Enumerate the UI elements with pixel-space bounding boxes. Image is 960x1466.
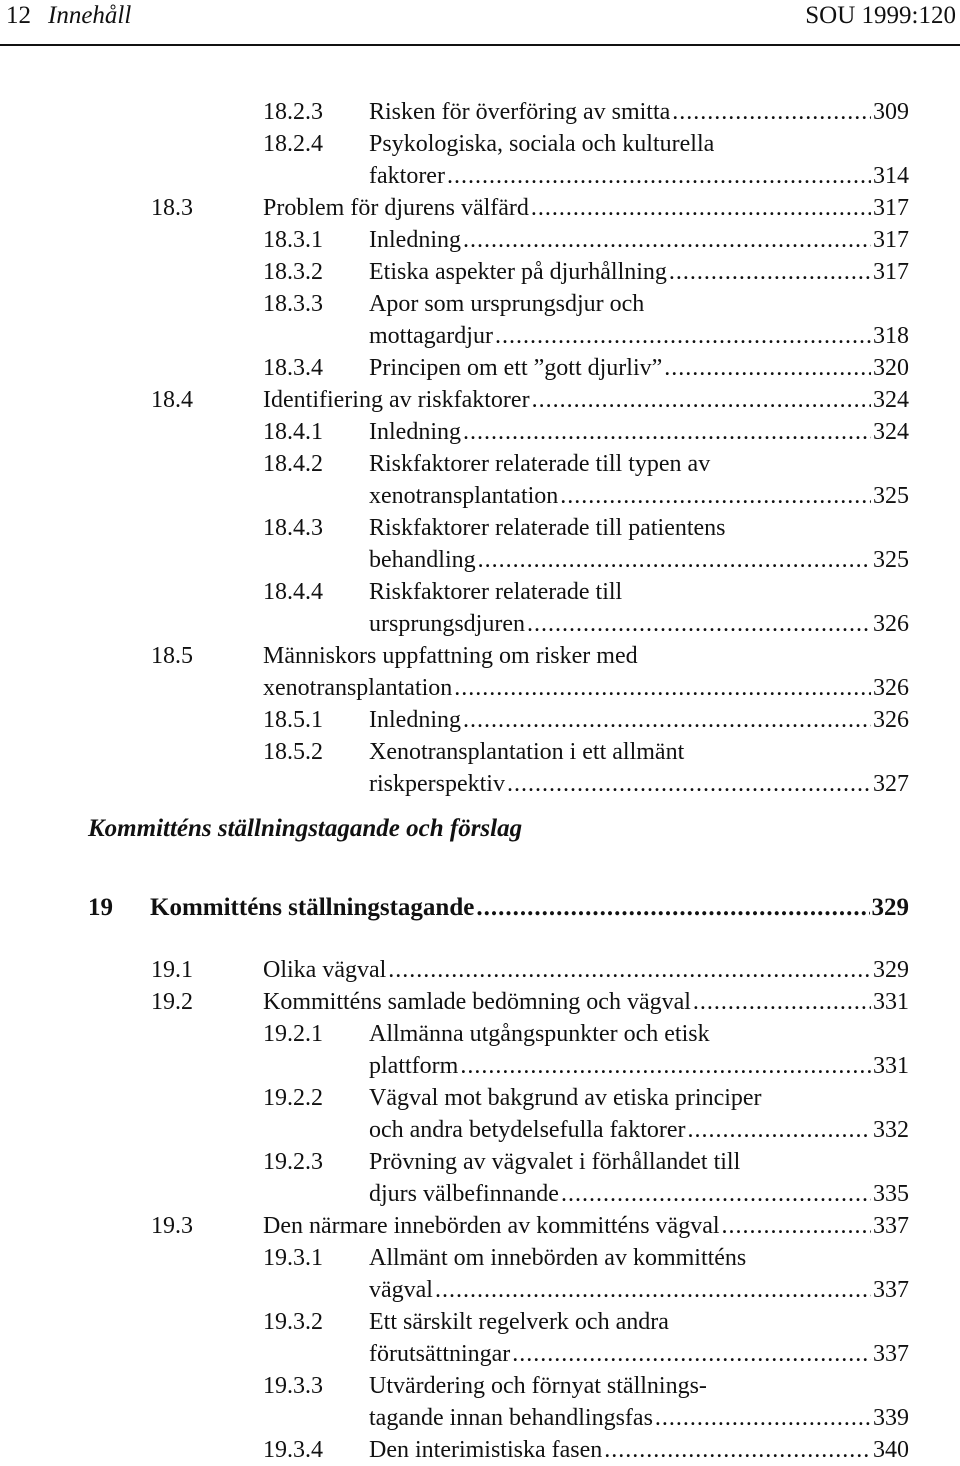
toc-entry-title: Riskfaktorer relaterade till typen av [369,451,711,477]
toc-entry-number: 19.3.2 [263,1309,323,1335]
toc-entry-line [369,160,909,192]
toc-entry[interactable] [0,1434,960,1466]
toc-entry[interactable] [0,416,960,448]
toc-entry-page: 337 [873,1277,909,1303]
toc-entry-number: 18.3.1 [263,227,323,253]
toc-entry[interactable] [0,1082,960,1146]
dot-leader [655,1402,871,1434]
dot-leader [447,160,871,192]
toc-entry-line [369,96,909,128]
toc-entry-number: 18.4 [151,387,193,413]
toc-entry-title: tagande innan behandlingsfas [369,1405,653,1431]
toc-entry-number: 19.3 [151,1213,193,1239]
toc-entry-line [369,224,909,256]
toc-entry-title: Den närmare innebörden av kommitténs vägval [263,1213,720,1239]
header-rule [0,44,960,46]
dot-leader [722,1210,871,1242]
toc-entry-line [369,1434,909,1466]
toc-entry-title: mottagardjur [369,323,493,349]
dot-leader [669,256,871,288]
toc-entry-title: Problem för djurens välfärd [263,195,529,221]
toc-entry-page: 340 [873,1437,909,1463]
toc-entry-page: 331 [873,1053,909,1079]
toc-entry-line [263,1210,909,1242]
toc-entry-title: Principen om ett ”gott djurliv” [369,355,663,381]
toc-entry-title: förutsättningar [369,1341,511,1367]
toc-entry-title: xenotransplantation [369,483,559,509]
toc-entry-title: Identifiering av riskfaktorer [263,387,530,413]
toc-entry-title: behandling [369,547,476,573]
toc-entry-line [369,1178,909,1210]
toc-entry-page: 325 [873,483,909,509]
toc-entry-title: Allmänt om innebörden av kommitténs [369,1245,747,1271]
toc-entry[interactable] [0,576,960,640]
toc-entry-title: Xenotransplantation i ett allmänt [369,739,685,765]
toc-entry-title: ursprungsdjuren [369,611,525,637]
toc-entry-page: 317 [873,195,909,221]
toc-entry-page: 326 [873,675,909,701]
toc-entry-page: 335 [873,1181,909,1207]
dot-leader [460,1050,871,1082]
toc-entry-number: 18.3.2 [263,259,323,285]
toc-entry-title: Kommitténs ställningstagande [150,894,475,921]
dot-leader [561,1178,871,1210]
toc-entry-number: 19.2.1 [263,1021,323,1047]
toc-entry-line [369,1338,909,1370]
dot-leader [664,352,871,384]
toc-entry-title: Riskfaktorer relaterade till [369,579,623,605]
dot-leader [531,192,871,224]
toc-entry-title: riskperspektiv [369,771,505,797]
toc-entry-line [263,192,909,224]
dot-leader [454,672,871,704]
toc-entry-number: 19.2 [151,989,193,1015]
toc-entry-title: Vägval mot bakgrund av etiska principer [369,1085,762,1111]
toc-entry-number: 18.4.4 [263,579,323,605]
toc-entry[interactable] [0,512,960,576]
toc-entry-number: 19.1 [151,957,193,983]
toc-entry-page: 332 [873,1117,909,1143]
part-title: Kommitténs ställningstagande och förslag [88,815,523,842]
toc-entry-title: faktorer [369,163,445,189]
dot-leader [560,480,871,512]
toc-entry-title: Risken för överföring av smitta [369,99,671,125]
toc-entry-number: 19 [88,894,113,921]
toc-entry-line [369,256,909,288]
toc-entry-line [369,416,909,448]
toc-entry-number: 19.2.3 [263,1149,323,1175]
toc-entry-title: Apor som ursprungsdjur och [369,291,645,317]
toc-entry-page: 324 [873,419,909,445]
toc-entry-page: 337 [873,1213,909,1239]
toc-entry-number: 19.3.1 [263,1245,323,1271]
toc-entry-number: 19.3.4 [263,1437,323,1463]
toc-entry-line [369,480,909,512]
toc-entry-title: Inledning [369,419,461,445]
toc-entry-title: Utvärdering och förnyat ställnings- [369,1373,707,1399]
toc-entry[interactable] [0,1306,960,1370]
toc-entry[interactable] [0,192,960,224]
toc-entry[interactable] [0,1210,960,1242]
toc-entry-title: Olika vägval [263,957,387,983]
toc-entry-page: 326 [873,707,909,733]
toc-entry[interactable] [0,448,960,512]
dot-leader [688,1114,871,1146]
toc-entry[interactable] [0,1242,960,1306]
dot-leader [693,986,871,1018]
dot-leader [604,1434,871,1466]
toc-entry[interactable] [0,1018,960,1082]
toc-entry-line [263,672,909,704]
toc-entry-number: 18.5 [151,643,193,669]
toc-entry-title: Prövning av vägvalet i förhållandet till [369,1149,741,1175]
toc-entry[interactable] [0,288,960,352]
toc-entry-title: Ett särskilt regelverk och andra [369,1309,669,1335]
toc-entry-line [369,1050,909,1082]
document-id: SOU 1999:120 [805,2,956,29]
toc-entry-number: 18.5.2 [263,739,323,765]
dot-leader [512,1338,871,1370]
toc-entry-number: 19.3.3 [263,1373,323,1399]
toc-entry-title: Riskfaktorer relaterade till patientens [369,515,726,541]
toc-entry-page: 329 [873,957,909,983]
toc-entry-title: Människors uppfattning om risker med [263,643,638,669]
toc-entry-title: plattform [369,1053,459,1079]
toc-entry[interactable] [0,1146,960,1210]
toc-entry-line [369,608,909,640]
toc-entry-page: 318 [873,323,909,349]
toc-entry[interactable] [0,892,960,924]
toc-entry-number: 18.4.2 [263,451,323,477]
dot-leader [672,96,871,128]
toc-entry-title: och andra betydelsefulla faktorer [369,1117,686,1143]
toc-entry-page: 331 [873,989,909,1015]
toc-entry-page: 325 [873,547,909,573]
page-header [0,0,960,46]
toc-entry-page: 320 [873,355,909,381]
toc-entry-page: 339 [873,1405,909,1431]
toc-entry[interactable] [0,640,960,704]
toc-entry-line [369,544,909,576]
toc-entry-title: vägval [369,1277,433,1303]
toc-entry-line [150,892,909,924]
dot-leader [463,704,871,736]
toc-entry-line [263,986,909,1018]
toc-entry[interactable] [0,96,960,128]
toc-entry-line [369,704,909,736]
page-number: 12 [6,2,31,29]
dot-leader [532,384,871,416]
toc-entry-title: Psykologiska, sociala och kulturella [369,131,715,157]
toc-entry-title: Etiska aspekter på djurhållning [369,259,667,285]
dot-leader [527,608,871,640]
dot-leader [495,320,871,352]
toc-entry-line [369,1274,909,1306]
toc-entry-line [369,1402,909,1434]
toc-entry-number: 18.4.3 [263,515,323,541]
toc-entry-page: 327 [873,771,909,797]
toc-entry-title: Den interimistiska fasen [369,1437,603,1463]
toc-entry-page: 309 [873,99,909,125]
dot-leader [476,892,869,924]
dot-leader [463,416,871,448]
toc-entry-number: 18.5.1 [263,707,323,733]
toc-entry-page: 337 [873,1341,909,1367]
toc-entry[interactable] [0,736,960,800]
toc-entry-line [369,1114,909,1146]
toc-entry-line [263,954,909,986]
toc-entry-page: 329 [871,894,909,921]
toc-entry-title: Allmänna utgångspunkter och etisk [369,1021,710,1047]
toc-entry-number: 19.2.2 [263,1085,323,1111]
toc-entry-number: 18.4.1 [263,419,323,445]
toc-entry-page: 314 [873,163,909,189]
toc-entry[interactable] [0,352,960,384]
toc-entry[interactable] [0,224,960,256]
toc-entry-number: 18.2.3 [263,99,323,125]
toc-entry-page: 326 [873,611,909,637]
toc-entry[interactable] [0,384,960,416]
toc-entry-title: Kommitténs samlade bedömning och vägval [263,989,691,1015]
dot-leader [478,544,871,576]
toc-entry-title: Inledning [369,227,461,253]
toc-entry-title: xenotransplantation [263,675,453,701]
toc-entry-number: 18.2.4 [263,131,323,157]
toc-entry-page: 324 [873,387,909,413]
toc-entry-page: 317 [873,227,909,253]
dot-leader [388,954,871,986]
toc-entry-title: Inledning [369,707,461,733]
toc-entry-line [369,768,909,800]
dot-leader [507,768,871,800]
toc-entry-number: 18.3.4 [263,355,323,381]
toc-entry-line [369,320,909,352]
toc-entry-page: 317 [873,259,909,285]
toc-entry[interactable] [0,704,960,736]
section-title: Innehåll [48,2,132,29]
toc-entry-number: 18.3 [151,195,193,221]
dot-leader [435,1274,871,1306]
toc-entry-line [369,352,909,384]
toc-entry[interactable] [0,986,960,1018]
toc-entry-line [263,384,909,416]
dot-leader [463,224,871,256]
toc-entry[interactable] [0,954,960,986]
toc-entry-title: djurs välbefinnande [369,1181,559,1207]
toc-entry[interactable] [0,256,960,288]
toc-entry[interactable] [0,1370,960,1434]
toc-entry[interactable] [0,128,960,192]
toc-entry-number: 18.3.3 [263,291,323,317]
